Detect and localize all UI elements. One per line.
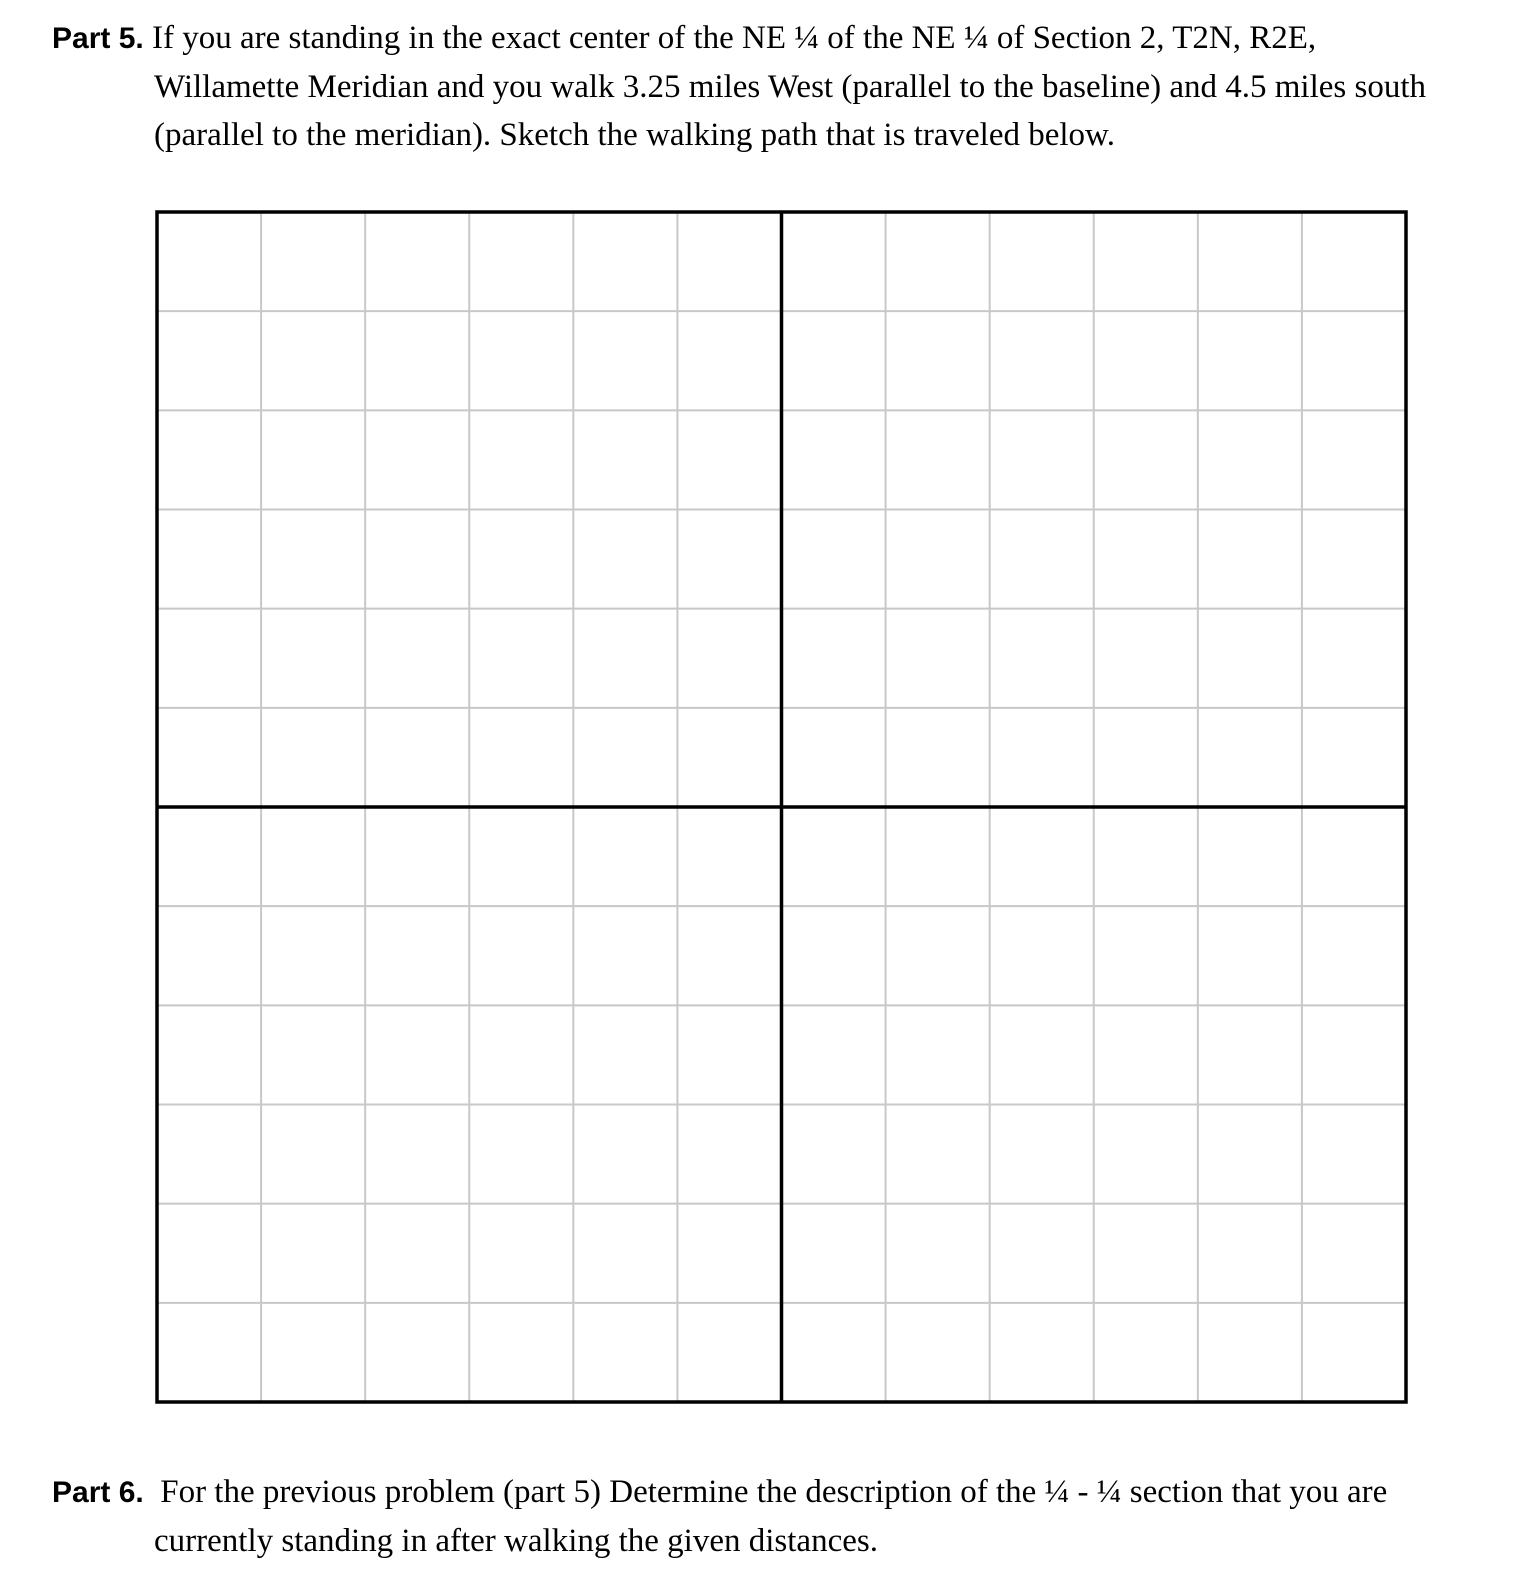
part-5-line-3: (parallel to the meridian). Sketch the walking path that is traveled below. [154, 117, 1115, 153]
sketch-grid[interactable] [155, 210, 1408, 1404]
part-5-line-1 [52, 14, 1532, 63]
part-6-text-1: For the previous problem (part 5) Determine the description of the ¼ - ¼ section that you are [160, 1474, 1388, 1510]
sketch-grid-svg[interactable] [155, 210, 1408, 1404]
part-5-question [52, 14, 1532, 159]
part-5-line-2: Willamette Meridian and you walk 3.25 miles West (parallel to the baseline) and 4.5 miles south [154, 69, 1427, 105]
part-5-text-1: If you are standing in the exact center of the NE ¼ of the NE ¼ of Section 2, T2N, R2E, [151, 20, 1317, 56]
part-6-line-1 [52, 1468, 1512, 1517]
part-6-question [52, 1468, 1512, 1565]
part-6-label: Part 6. [52, 1476, 144, 1509]
part-5-label: Part 5. [52, 22, 144, 55]
part-6-line-2: currently standing in after walking the given distances. [154, 1523, 878, 1559]
